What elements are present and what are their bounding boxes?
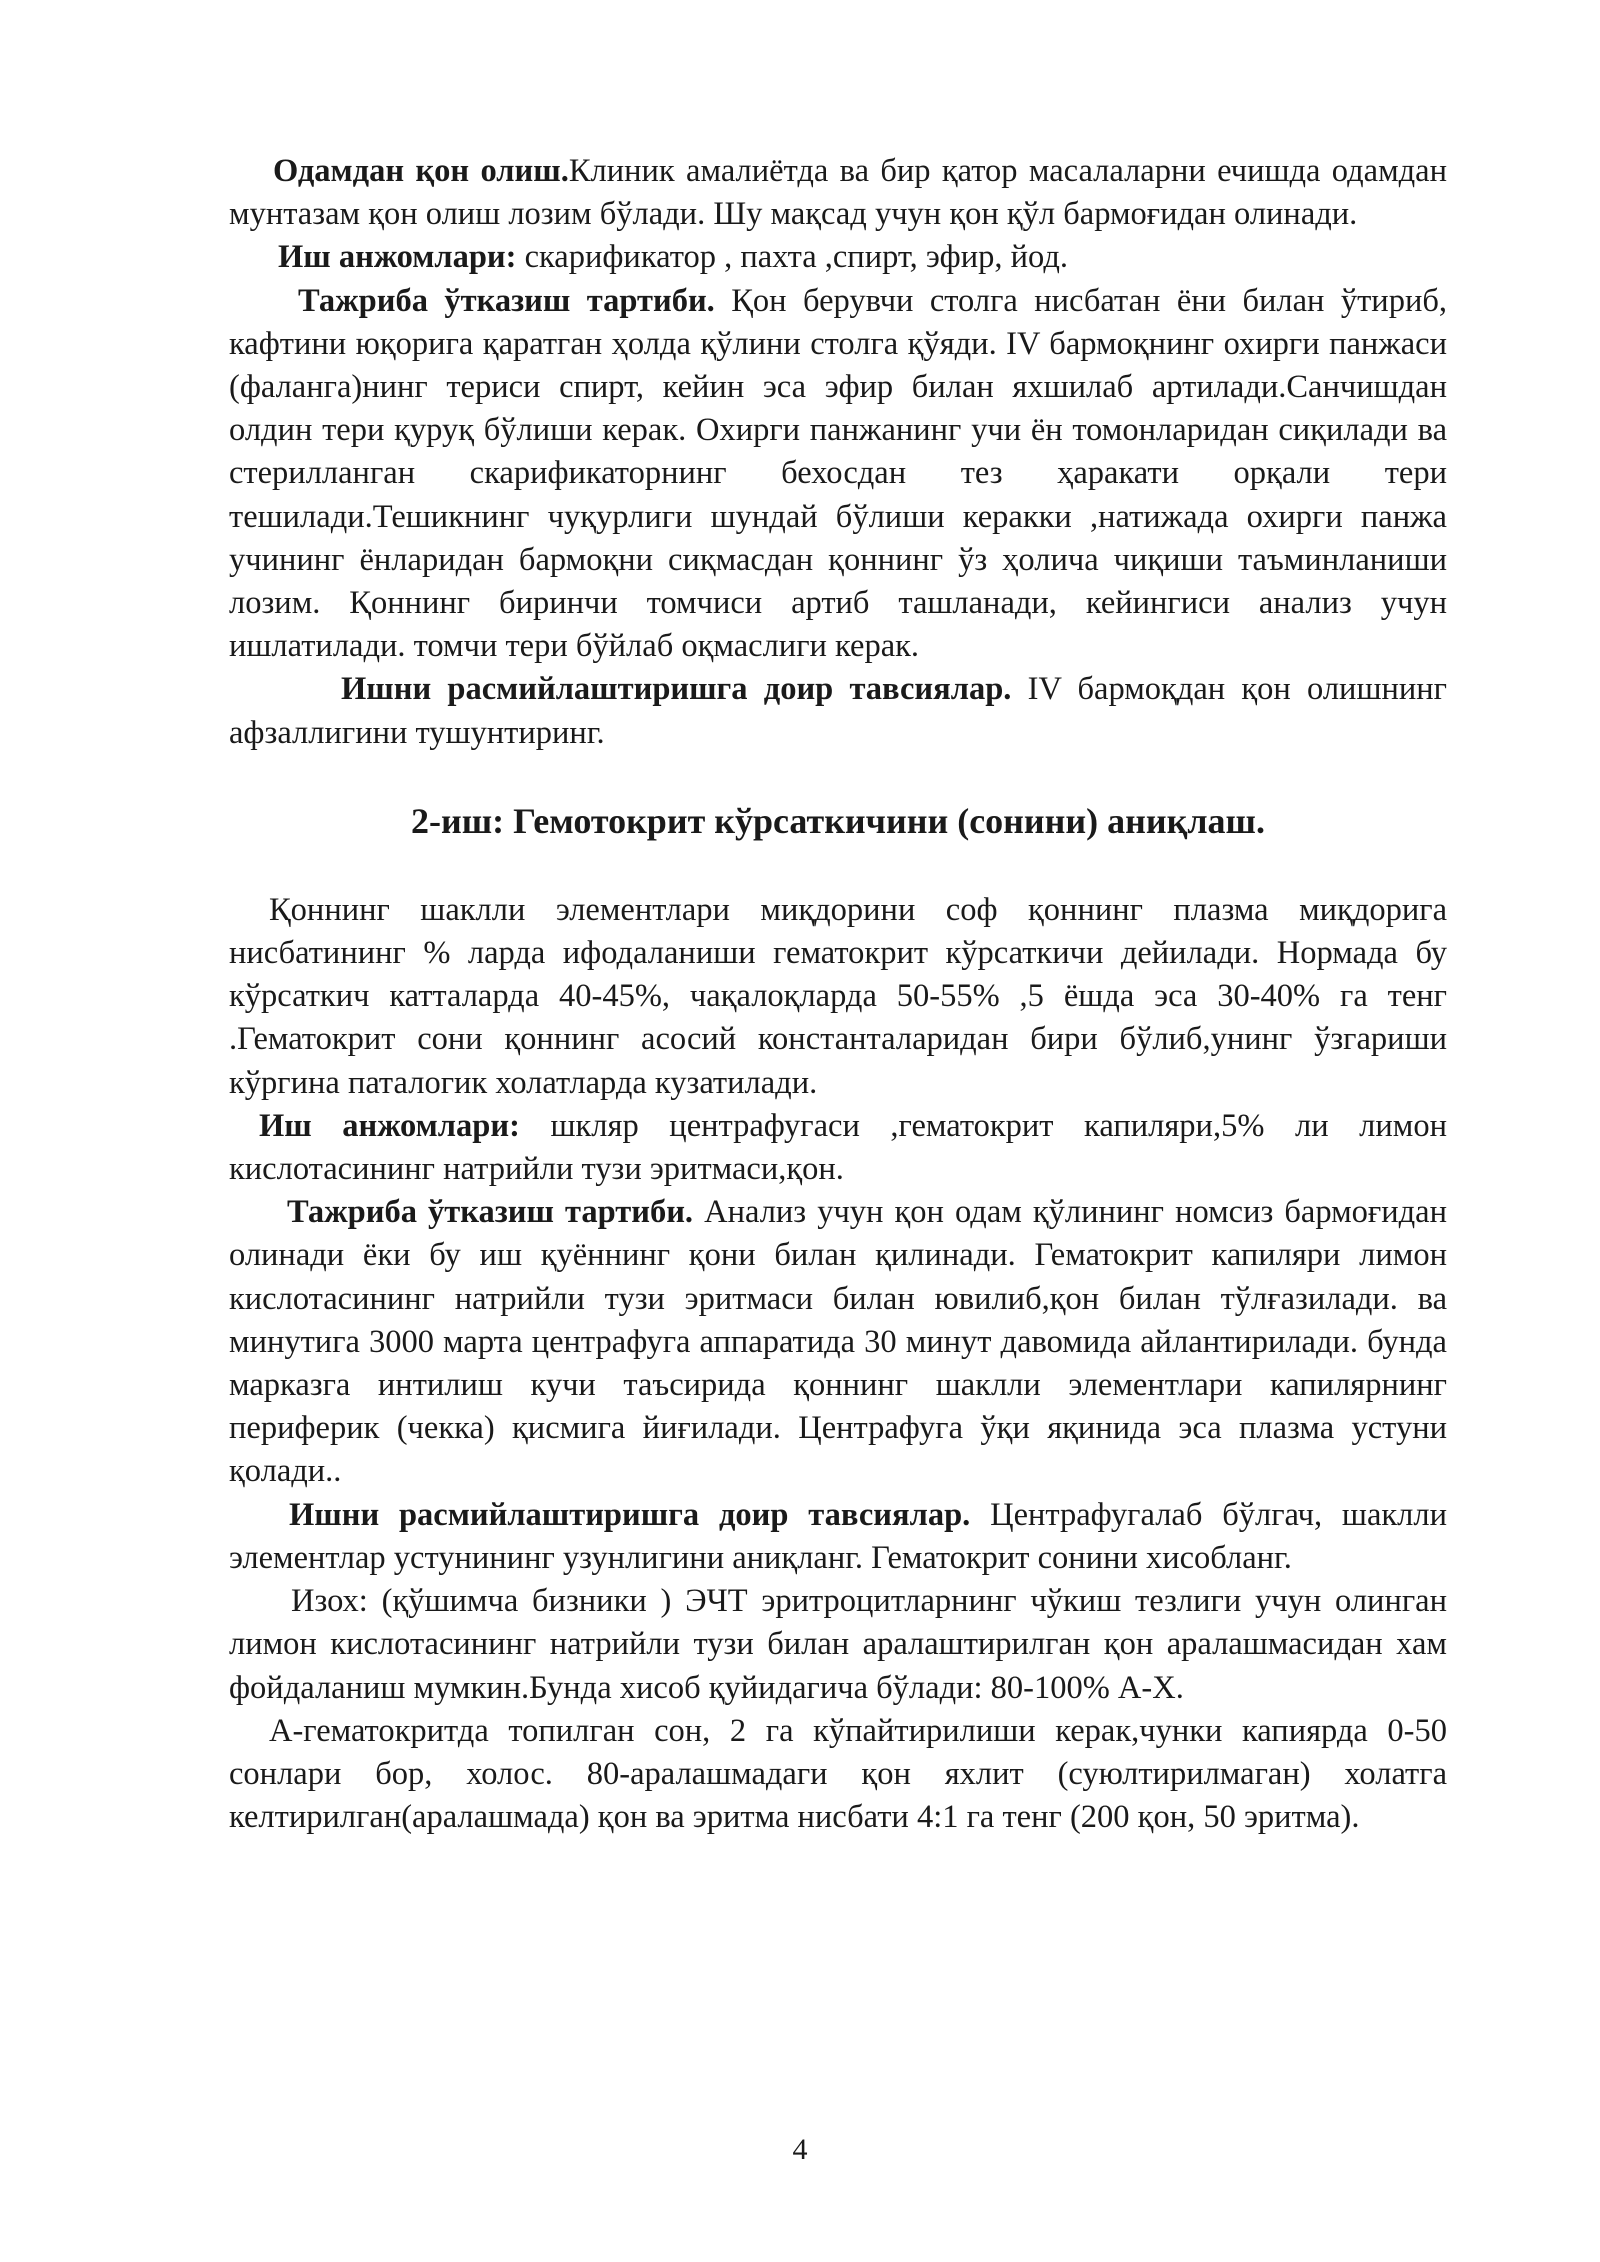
paragraph-text: А-гематокритда топилган сон, 2 га кўпайтирилиши керак,чунки капиярда 0-50 сонлари бор, холос. 80-аралашмадаги қон яхлит (суюлтирилмаган) холатга келтирилган(аралашмада) қон ва эритма нисбати 4:1 га тенг (200 қон, 50 эритма).: [229, 1712, 1447, 1836]
section-heading-hematocrit: 2-иш: Гемотокрит кўрсаткичини (сонини) аниқлаш.: [411, 800, 1265, 841]
paragraph-text: шкляр центрафугаси ,гематокрит капиляри,5% ли лимон кислотасининг натрийли тузи эритмаси,қон.: [229, 1107, 1447, 1188]
paragraph-text: скарификатор , пахта ,спирт, эфир, йод.: [516, 239, 1069, 276]
paragraph-text: Қон берувчи столга нисбатан ёни билан ўтириб, кафтини юқорига қаратган ҳолда қўлини столга қўяди. IV бармоқнинг охирги панжаси (фаланга)нинг териси спирт, кейин эса эфир билан яхшилаб артилади.Санчишдан олдин тери қуруқ бўлиши керак. Охирги панжанинг учи ён томонларидан сиқилади ва стерилланган скарификаторнинг бехосдан тез ҳаракати орқали тери тешилади.Тешикнинг чуқурлиги шундай бўлиши керакки ,натижада охирги панжа учининг ёнларидан бармоқни сиқмасдан қоннинг ўз ҳолича чиқиши таъминланиши лозим. Қоннинг биринчи томчиси артиб ташланади, кейингиси анализ учун ишлатилади. томчи тери бўйлаб оқмаслиги керак.: [229, 282, 1447, 665]
paragraph-text: Қоннинг шаклли элементлари миқдорини соф қоннинг плазма миқдорига нисбатининг % ларда ифодаланиши гематокрит кўрсаткичи дейилади. Нормада бу кўрсаткич катталарда 40-45%, чақалоқларда 50-55% ,5 ёшда эса 30-40% га тенг .Гематокрит сони қоннинг асосий константаларидан бири бўлиб,унинг ўзгариши кўргина паталогик холатларда кузатилади.: [229, 891, 1447, 1101]
paragraph-text: Анализ учун қон одам қўлининг номсиз бармоғидан олинади ёки бу иш қуённинг қони билан қилинади. Гематокрит капиляри лимон кислотасининг натрийли тузи эритмаси билан ювилиб,қон билан тўлғазилади. ва минутига 3000 марта центрафуга аппаратида 30 минут давомида айлантирилади. бунда марказга интилиш кучи таъсирида қоннинг шаклли элементлари капилярнинг периферик (чекка) қисмига йиғилади. Центрафуга ўқи яқинида эса плазма устуни қолади..: [229, 1194, 1447, 1490]
paragraph-equipment-1: [229, 236, 1447, 279]
paragraph-text: IV бармоқдан қон олишнинг афзаллигини тушунтиринг.: [229, 671, 1447, 751]
paragraph-blood-collection-intro: [229, 150, 1447, 236]
bold-lead-procedure: Тажриба ўтказиш тартиби.: [298, 282, 715, 319]
paragraph-equipment-2: [229, 1105, 1447, 1191]
paragraph-calculation: [229, 1710, 1447, 1840]
paragraph-recommendations-2: [229, 1494, 1447, 1580]
bold-lead-blood-collection: Одамдан қон олиш.: [273, 153, 569, 189]
paragraph-procedure-2: [229, 1191, 1447, 1493]
paragraph-note: [229, 1580, 1447, 1710]
page-number: 4: [792, 2133, 808, 2166]
document-page: [229, 150, 1447, 1839]
paragraph-text: Изох: (қўшимча бизники ) ЭЧТ эритроцитларнинг чўкиш тезлиги учун олинган лимон кислотасининг натрийли тузи билан аралаштирилган қон аралашмасидан хам фойдаланиш мумкин.Бунда хисоб қуйидагича бўлади: 80-100% А-Х.: [229, 1583, 1447, 1706]
paragraph-hematocrit-definition: [229, 889, 1447, 1105]
paragraph-text: Центрафугалаб бўлгач, шаклли элементлар устунининг узунлигини аниқланг. Гематокрит сонини хисобланг.: [229, 1496, 1447, 1576]
bold-lead-equipment: Иш анжомлари:: [259, 1107, 520, 1144]
paragraph-text: Клиник амалиётда ва бир қатор масалаларни ечишда одамдан мунтазам қон олиш лозим бўлади. Шу мақсад учун қон қўл бармоғидан олинади.: [229, 153, 1447, 233]
bold-lead-equipment: Иш анжомлари:: [278, 239, 517, 276]
paragraph-procedure-1: [229, 280, 1447, 669]
bold-lead-procedure: Тажриба ўтказиш тартиби.: [287, 1194, 694, 1231]
bold-lead-recommendations: Ишни расмийлаштиришга доир тавсиялар.: [289, 1496, 971, 1533]
bold-lead-recommendations: Ишни расмийлаштиришга доир тавсиялар.: [341, 671, 1012, 708]
paragraph-recommendations-1: [229, 668, 1447, 754]
